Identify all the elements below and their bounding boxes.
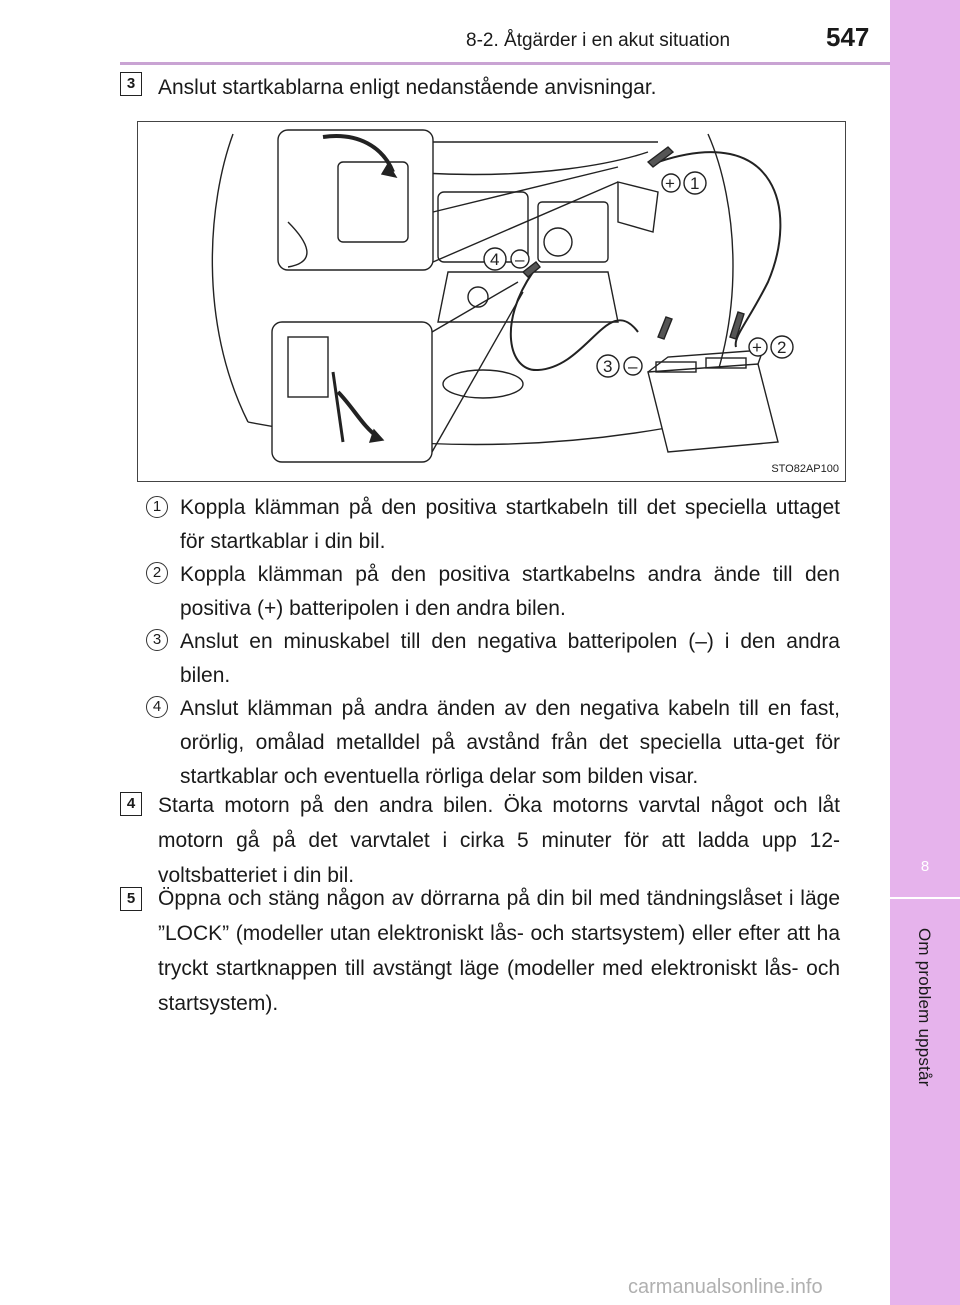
engine-bay-drawing — [138, 122, 844, 480]
svg-text:–: – — [628, 357, 638, 376]
svg-text:–: – — [515, 250, 525, 269]
callout-1 — [662, 172, 706, 194]
step-text: Anslut startkablarna enligt nedanstående anvisningar. — [158, 76, 657, 99]
substep-text: Koppla klämman på den positiva startkabeln till det speciella uttaget för startkablar i din bil. — [180, 496, 840, 553]
jump-start-illustration — [137, 121, 846, 482]
svg-text:3: 3 — [603, 357, 613, 376]
header-rule — [120, 62, 890, 65]
watermark-text: carmanualsonline.info — [628, 1276, 823, 1298]
chapter-title: Om problem uppstår — [915, 928, 934, 1087]
step-number-box: 3 — [120, 72, 142, 96]
substep-number: 3 — [146, 629, 168, 651]
chapter-sidebar — [890, 0, 960, 1305]
svg-text:+: + — [752, 338, 762, 357]
substep-number: 4 — [146, 696, 168, 718]
callout-4 — [484, 248, 529, 270]
chapter-divider — [890, 897, 960, 899]
figure-code: STO82AP100 — [771, 463, 839, 475]
page-number: 547 — [826, 22, 870, 52]
callout-2 — [749, 336, 793, 358]
substep-number: 2 — [146, 562, 168, 584]
chapter-number: 8 — [920, 858, 930, 875]
substep-text: Koppla klämman på den positiva startkabelns andra ände till den positiva (+) batteripolen i den andra bilen. — [180, 563, 840, 620]
svg-text:+: + — [665, 174, 675, 193]
substep-text: Anslut en minuskabel till den negativa batteripolen (–) i den andra bilen. — [180, 630, 840, 687]
svg-text:1: 1 — [690, 174, 700, 193]
callout-3 — [597, 355, 642, 377]
section-title: 8-2. Åtgärder i en akut situation — [466, 30, 731, 51]
step-text: Öppna och stäng någon av dörrarna på din bil med tändningslåset i läge ”LOCK” (modeller utan elektroniskt lås- och startsystem) eller efter att ha tryckt startknappen till avstängt läge (modeller med elektroniskt lås- och startsystem). — [158, 887, 840, 1015]
substep-number: 1 — [146, 496, 168, 518]
svg-text:2: 2 — [777, 338, 787, 357]
step-number-box: 5 — [120, 887, 142, 911]
substep-text: Anslut klämman på andra änden av den negativa kabeln till en fast, orörlig, omålad metalldel på avstånd från det speciella utta-get för startkablar och eventuella rörliga delar som bilden visar. — [180, 697, 840, 788]
svg-text:4: 4 — [490, 250, 500, 269]
step-text: Starta motorn på den andra bilen. Öka motorns varvtal något och låt motorn gå på det varvtalet i cirka 5 minuter för att ladda upp 12-voltsbatteriet i din bil. — [158, 794, 840, 887]
step-number-box: 4 — [120, 792, 142, 816]
